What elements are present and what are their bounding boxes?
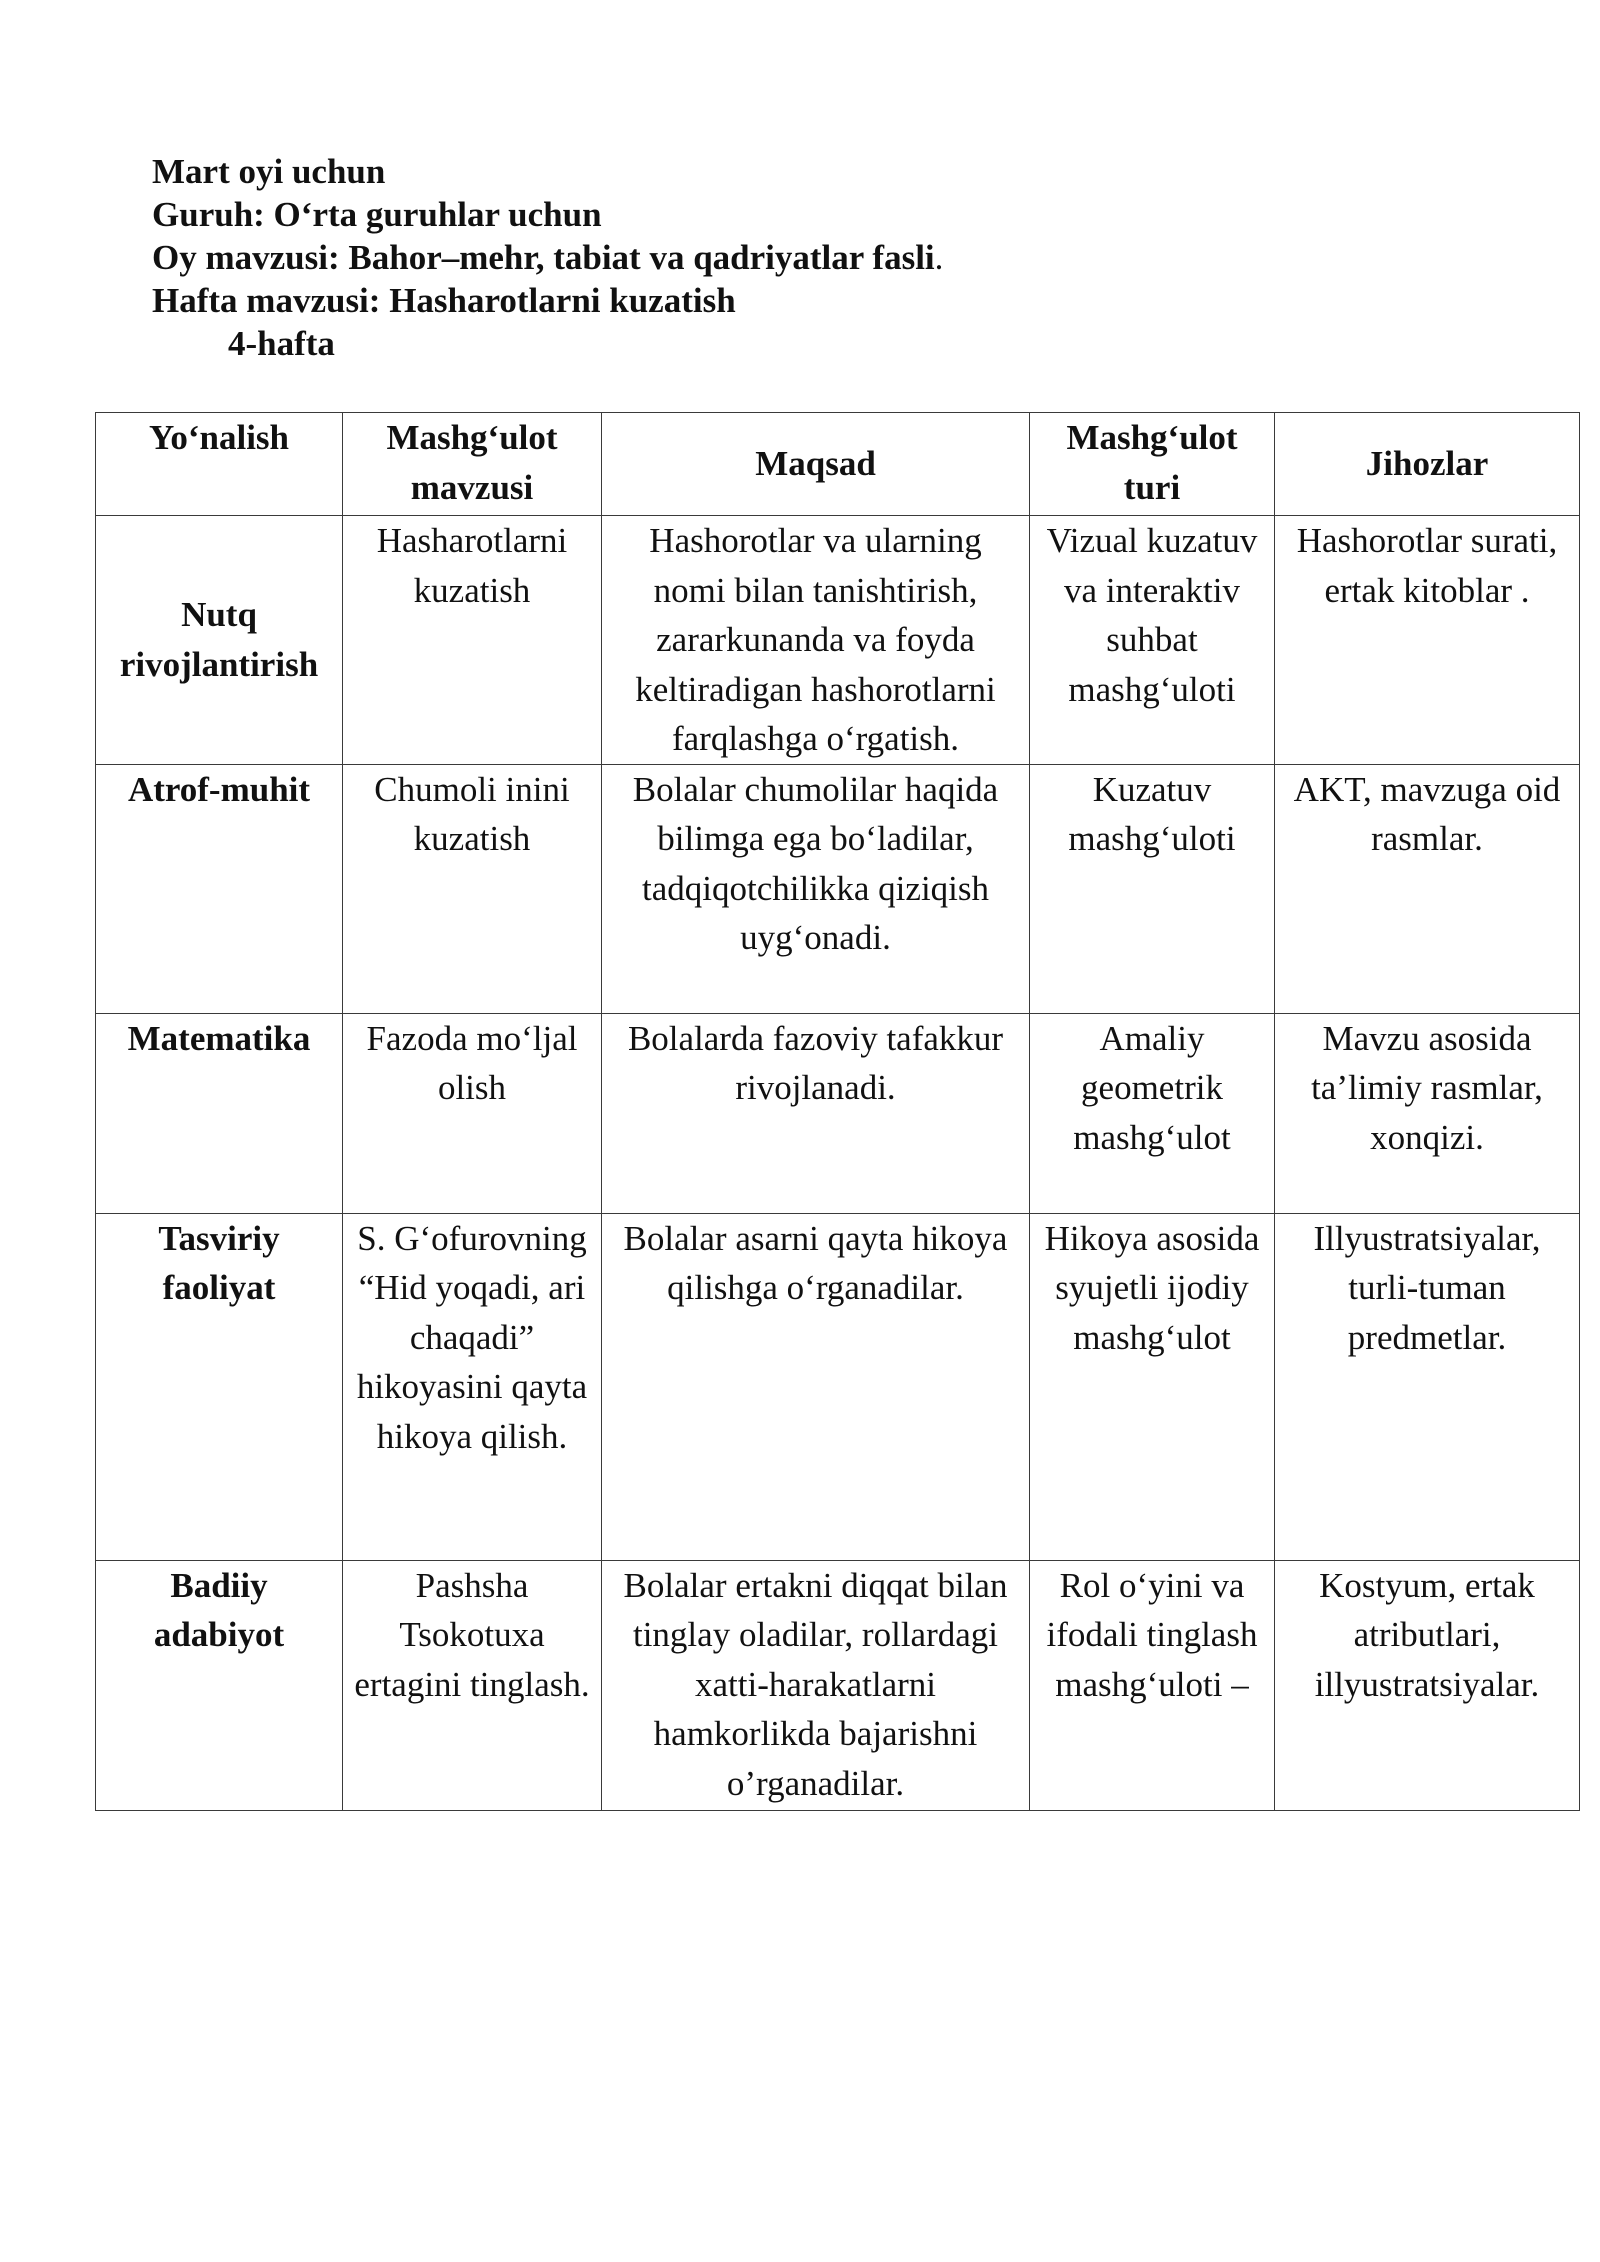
- month-theme-line: [152, 236, 943, 279]
- goal-cell: Bolalar asarni qayta hikoya qilishga o‘rganadilar.: [602, 1213, 1030, 1560]
- column-header-direction: Yo‘nalish: [96, 413, 343, 516]
- equipment-cell: Mavzu asosida ta’limiy rasmlar, xonqizi.: [1275, 1013, 1580, 1213]
- goal-cell: Hashorotlar va ularning nomi bilan tanishtirish, zararkunanda va foyda keltiradigan hashorotlarni farqlashga o‘rgatish.: [602, 516, 1030, 765]
- table-row: [96, 764, 1580, 1013]
- type-cell: Hikoya asosida syujetli ijodiy mashg‘ulot: [1030, 1213, 1275, 1560]
- equipment-cell: Illyustratsiyalar, turli-tuman predmetlar.: [1275, 1213, 1580, 1560]
- month-line: Mart oyi uchun: [152, 152, 386, 191]
- goal-cell: Bolalar ertakni diqqat bilan tinglay oladilar, rollardagi xatti-harakatlarni hamkorlikda bajarishni o’rganadilar.: [602, 1560, 1030, 1810]
- table-row: [96, 1013, 1580, 1213]
- lesson-plan-table: [95, 412, 1580, 1811]
- topic-cell: Fazoda mo‘ljal olish: [343, 1013, 602, 1213]
- type-cell: Rol o‘yini va ifodali tinglash mashg‘uloti –: [1030, 1560, 1275, 1810]
- table-row: [96, 1213, 1580, 1560]
- direction-cell: Badiiy adabiyot: [96, 1560, 343, 1810]
- equipment-cell: AKT, mavzuga oid rasmlar.: [1275, 764, 1580, 1013]
- direction-cell: Matematika: [96, 1013, 343, 1213]
- column-header-goal: Maqsad: [602, 413, 1030, 516]
- column-header-equipment: Jihozlar: [1275, 413, 1580, 516]
- column-header-type: Mashg‘ulot turi: [1030, 413, 1275, 516]
- table-row: [96, 516, 1580, 765]
- type-cell: Kuzatuv mashg‘uloti: [1030, 764, 1275, 1013]
- topic-cell: Chumoli inini kuzatish: [343, 764, 602, 1013]
- type-cell: Amaliy geometrik mashg‘ulot: [1030, 1013, 1275, 1213]
- direction-cell: Nutq rivojlantirish: [96, 516, 343, 765]
- direction-cell: Tasviriy faoliyat: [96, 1213, 343, 1560]
- type-cell: Vizual kuzatuv va interaktiv suhbat mashg‘uloti: [1030, 516, 1275, 765]
- month-theme-period: .: [934, 238, 944, 277]
- equipment-cell: Kostyum, ertak atributlari, illyustratsiyalar.: [1275, 1560, 1580, 1810]
- document-header: [152, 150, 943, 365]
- equipment-cell: Hashorotlar surati, ertak kitoblar .: [1275, 516, 1580, 765]
- topic-cell: Pashsha Tsokotuxa ertagini tinglash.: [343, 1560, 602, 1810]
- goal-cell: Bolalarda fazoviy tafakkur rivojlanadi.: [602, 1013, 1030, 1213]
- group-line: Guruh: O‘rta guruhlar uchun: [152, 195, 602, 234]
- week-theme-line: Hafta mavzusi: Hasharotlarni kuzatish: [152, 281, 736, 320]
- month-theme-text: Oy mavzusi: Bahor–mehr, tabiat va qadriyatlar fasli: [152, 238, 935, 277]
- week-number-line: 4-hafta: [228, 324, 335, 363]
- column-header-topic: Mashg‘ulot mavzusi: [343, 413, 602, 516]
- topic-cell: S. G‘ofurovning “Hid yoqadi, ari chaqadi” hikoyasini qayta hikoya qilish.: [343, 1213, 602, 1560]
- table-row: [96, 1560, 1580, 1810]
- table-header-row: [96, 413, 1580, 516]
- direction-cell: Atrof-muhit: [96, 764, 343, 1013]
- goal-cell: Bolalar chumolilar haqida bilimga ega bo‘ladilar, tadqiqotchilikka qiziqish uyg‘onadi.: [602, 764, 1030, 1013]
- topic-cell: Hasharotlarni kuzatish: [343, 516, 602, 765]
